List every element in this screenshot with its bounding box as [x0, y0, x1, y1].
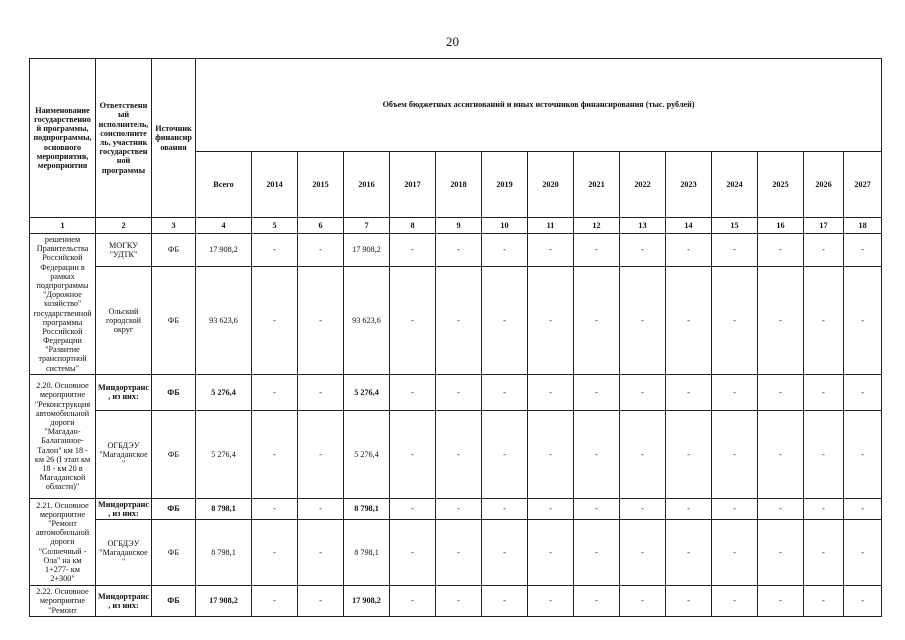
row-name: 2.22. Основное мероприятие "Ремонт [30, 586, 96, 617]
row-year-2022: - [620, 586, 666, 617]
row-year-2022: - [620, 234, 666, 267]
column-number: 2 [96, 218, 152, 234]
row-year-2023: - [666, 520, 712, 586]
row-total: 5 276,4 [196, 410, 252, 498]
row-2015: - [298, 498, 344, 519]
header-col-2021: 2021 [574, 152, 620, 218]
row-year-2019: - [482, 520, 528, 586]
row-year-2024: - [712, 498, 758, 519]
row-year-2024: - [712, 234, 758, 267]
header-col-2026: 2026 [804, 152, 844, 218]
row-year-2023: - [666, 267, 712, 375]
row-2014: - [252, 498, 298, 519]
row-year-2020: - [528, 520, 574, 586]
row-year-2017: - [390, 586, 436, 617]
row-year-2021: - [574, 374, 620, 410]
header-col-2014: 2014 [252, 152, 298, 218]
row-source: ФБ [152, 234, 196, 267]
row-year-2027: - [844, 410, 882, 498]
column-number: 13 [620, 218, 666, 234]
row-year-2020: - [528, 410, 574, 498]
row-responsible: Миндортранс, из них: [96, 374, 152, 410]
table-row [30, 374, 882, 410]
header-col-2022: 2022 [620, 152, 666, 218]
row-year-2021: - [574, 586, 620, 617]
header-col-2018: 2018 [436, 152, 482, 218]
row-year-2023: - [666, 374, 712, 410]
row-year-2020: - [528, 267, 574, 375]
header-col-2024: 2024 [712, 152, 758, 218]
table-row [30, 234, 882, 267]
column-number: 10 [482, 218, 528, 234]
row-responsible: МОГКУ "УДТК" [96, 234, 152, 267]
row-total: 93 623,6 [196, 267, 252, 375]
column-number: 18 [844, 218, 882, 234]
row-year-2018: - [436, 498, 482, 519]
row-year-2025: - [758, 234, 804, 267]
row-2016: 17 908,2 [344, 586, 390, 617]
row-year-2026: - [804, 374, 844, 410]
row-year-2023: - [666, 234, 712, 267]
row-2016: 5 276,4 [344, 374, 390, 410]
row-year-2018: - [436, 267, 482, 375]
row-year-2017: - [390, 498, 436, 519]
row-year-2018: - [436, 234, 482, 267]
row-year-2025: - [758, 410, 804, 498]
row-year-2022: - [620, 374, 666, 410]
table-body [30, 234, 882, 617]
row-year-2026: - [804, 267, 844, 375]
row-year-2026: - [804, 410, 844, 498]
row-year-2027: - [844, 520, 882, 586]
row-year-2024: - [712, 267, 758, 375]
row-2016: 8 798,1 [344, 520, 390, 586]
row-2015: - [298, 267, 344, 375]
row-year-2022: - [620, 267, 666, 375]
row-year-2020: - [528, 234, 574, 267]
column-number: 14 [666, 218, 712, 234]
header-col-2017: 2017 [390, 152, 436, 218]
row-source: ФБ [152, 586, 196, 617]
row-year-2024: - [712, 586, 758, 617]
column-number: 12 [574, 218, 620, 234]
row-year-2025: - [758, 498, 804, 519]
row-year-2019: - [482, 234, 528, 267]
row-year-2026: - [804, 586, 844, 617]
row-2014: - [252, 520, 298, 586]
row-year-2017: - [390, 267, 436, 375]
row-year-2022: - [620, 520, 666, 586]
row-total: 17 908,2 [196, 586, 252, 617]
row-year-2017: - [390, 410, 436, 498]
column-number: 4 [196, 218, 252, 234]
row-year-2018: - [436, 586, 482, 617]
table-row [30, 520, 882, 586]
column-number: 6 [298, 218, 344, 234]
row-name: 2.20. Основное мероприятие "Реконструкция автомобильной дороги "Магадан-Балаганное-Талон" км 18 - км 26 (I этап км 18 - км 20 в Магаданской области)" [30, 374, 96, 498]
row-year-2023: - [666, 586, 712, 617]
row-year-2018: - [436, 520, 482, 586]
row-year-2019: - [482, 586, 528, 617]
row-year-2024: - [712, 520, 758, 586]
row-2016: 8 798,1 [344, 498, 390, 519]
row-total: 8 798,1 [196, 520, 252, 586]
row-responsible: ОГБДЭУ "Магаданское" [96, 410, 152, 498]
row-year-2020: - [528, 498, 574, 519]
table-row [30, 267, 882, 375]
row-year-2026: - [804, 498, 844, 519]
row-year-2021: - [574, 498, 620, 519]
row-year-2023: - [666, 410, 712, 498]
row-year-2019: - [482, 498, 528, 519]
column-number: 1 [30, 218, 96, 234]
header-col-total: Всего [196, 152, 252, 218]
row-year-2024: - [712, 410, 758, 498]
row-year-2021: - [574, 410, 620, 498]
header-col-2019: 2019 [482, 152, 528, 218]
table-row [30, 586, 882, 617]
row-year-2027: - [844, 498, 882, 519]
row-2015: - [298, 234, 344, 267]
header-col-2025: 2025 [758, 152, 804, 218]
row-year-2020: - [528, 374, 574, 410]
row-2014: - [252, 374, 298, 410]
row-year-2019: - [482, 410, 528, 498]
row-responsible: Ольский городской округ [96, 267, 152, 375]
row-2016: 17 908,2 [344, 234, 390, 267]
header-col-2016: 2016 [344, 152, 390, 218]
header-source: Источник финансирования [152, 59, 196, 218]
column-number-row [30, 218, 882, 234]
header-budget-group: Объем бюджетных ассигнований и иных источников финансирования (тыс. рублей) [196, 59, 882, 152]
header-col-2027: 2027 [844, 152, 882, 218]
row-source: ФБ [152, 374, 196, 410]
row-name: 2.21. Основное мероприятие "Ремонт автомобильной дороги "Солнечный - Ола" на км 1+277- км 2+300" [30, 498, 96, 585]
row-2014: - [252, 234, 298, 267]
column-number: 8 [390, 218, 436, 234]
table-row [30, 410, 882, 498]
header-responsible: Ответственный исполнитель, соисполнитель, участник государственной программы [96, 59, 152, 218]
row-year-2022: - [620, 498, 666, 519]
row-source: ФБ [152, 520, 196, 586]
header-col-2023: 2023 [666, 152, 712, 218]
row-2015: - [298, 586, 344, 617]
column-number: 5 [252, 218, 298, 234]
row-responsible: ОГБДЭУ "Магаданское" [96, 520, 152, 586]
row-year-2027: - [844, 586, 882, 617]
row-year-2026: - [804, 234, 844, 267]
column-number: 17 [804, 218, 844, 234]
row-total: 8 798,1 [196, 498, 252, 519]
row-year-2017: - [390, 520, 436, 586]
row-year-2025: - [758, 267, 804, 375]
row-year-2024: - [712, 374, 758, 410]
row-source: ФБ [152, 267, 196, 375]
row-2014: - [252, 586, 298, 617]
row-2015: - [298, 520, 344, 586]
row-source: ФБ [152, 410, 196, 498]
row-2016: 5 276,4 [344, 410, 390, 498]
row-year-2022: - [620, 410, 666, 498]
row-responsible: Миндортранс, из них: [96, 498, 152, 519]
row-year-2027: - [844, 234, 882, 267]
row-year-2019: - [482, 374, 528, 410]
row-source: ФБ [152, 498, 196, 519]
row-2015: - [298, 374, 344, 410]
row-2014: - [252, 410, 298, 498]
header-col-2015: 2015 [298, 152, 344, 218]
column-number: 11 [528, 218, 574, 234]
row-2016: 93 623,6 [344, 267, 390, 375]
column-number: 15 [712, 218, 758, 234]
row-year-2027: - [844, 374, 882, 410]
header-name: Наименование государственной программы, подпрограммы, основного мероприятия, мероприятия [30, 59, 96, 218]
row-total: 5 276,4 [196, 374, 252, 410]
row-responsible: Миндортранс, из них: [96, 586, 152, 617]
row-year-2025: - [758, 374, 804, 410]
row-year-2021: - [574, 234, 620, 267]
row-year-2025: - [758, 520, 804, 586]
table-row [30, 498, 882, 519]
row-year-2027: - [844, 267, 882, 375]
budget-table [29, 58, 882, 617]
row-year-2017: - [390, 234, 436, 267]
row-year-2021: - [574, 267, 620, 375]
row-year-2017: - [390, 374, 436, 410]
row-year-2020: - [528, 586, 574, 617]
row-name: решением Правительства Российской Федерации в рамках подпрограммы "Дорожное хозяйство" государственной программы Российской Федерации "Развитие транспортной системы" [30, 234, 96, 375]
row-year-2026: - [804, 520, 844, 586]
column-number: 9 [436, 218, 482, 234]
row-year-2025: - [758, 586, 804, 617]
row-2015: - [298, 410, 344, 498]
header-col-2020: 2020 [528, 152, 574, 218]
row-2014: - [252, 267, 298, 375]
row-year-2023: - [666, 498, 712, 519]
column-number: 7 [344, 218, 390, 234]
column-number: 16 [758, 218, 804, 234]
row-year-2018: - [436, 410, 482, 498]
row-year-2018: - [436, 374, 482, 410]
row-year-2019: - [482, 267, 528, 375]
page-number: 20 [446, 34, 459, 49]
column-number: 3 [152, 218, 196, 234]
row-total: 17 908,2 [196, 234, 252, 267]
row-year-2021: - [574, 520, 620, 586]
